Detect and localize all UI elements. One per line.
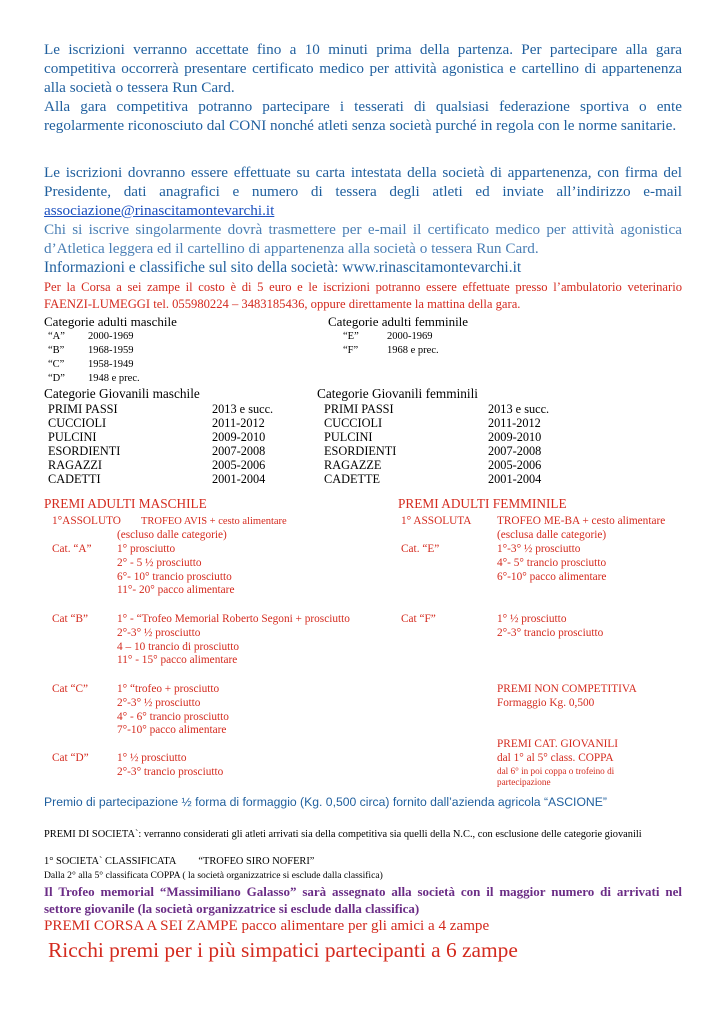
category-years: 2007-2008 [488, 444, 542, 458]
intro-paragraph-3 [44, 163, 682, 220]
non-competitive-title: PREMI NON COMPETITIVA [497, 683, 637, 695]
prize-line: 1° ½ prosciutto [497, 613, 567, 625]
cat-b-prizes [117, 613, 350, 668]
category-label: RAGAZZI [48, 458, 102, 472]
email-link[interactable]: associazione@rinascitamontevarchi.it [44, 202, 275, 219]
female-assoluta-label: 1° ASSOLUTA [401, 515, 472, 527]
prize-note: partecipazione [497, 777, 551, 788]
prize-line: 4° - 6° trancio prosciutto [117, 710, 229, 723]
cat-d-label: Cat “D” [52, 752, 89, 764]
youth-female-title: Categorie Giovanili femminili [317, 386, 479, 401]
category-label: “F” [343, 345, 359, 356]
category-label: ESORDIENTI [48, 444, 121, 458]
category-label: PRIMI PASSI [48, 402, 118, 416]
category-years: 2005-2006 [488, 458, 542, 472]
female-prizes-title: PREMI ADULTI FEMMINILE [398, 496, 567, 511]
prize-line: Formaggio Kg. 0,500 [497, 696, 595, 709]
prize-note: dal 6° in poi coppa o trofeino di [497, 765, 615, 776]
prize-line: dal 1° al 5° class. COPPA [497, 751, 614, 764]
cat-f-prizes [497, 613, 603, 641]
cat-a-label: Cat. “A” [52, 543, 92, 555]
cat-c-prizes [117, 683, 229, 738]
category-years: 2013 e succ. [488, 402, 550, 416]
category-years: 1958-1949 [88, 359, 134, 370]
participation-prize: Premio di partecipazione ½ forma di formaggio (Kg. 0,500 circa) fornito dall’azienda agricola “ASCIONE” [44, 795, 607, 809]
category-label: CUCCIOLI [324, 416, 383, 430]
prize-line: 6°-10° pacco alimentare [497, 570, 607, 583]
prize-line: 11°- 20° pacco alimentare [117, 584, 235, 597]
category-label: CUCCIOLI [48, 416, 107, 430]
society-first-prize: “TROFEO SIRO NOFERI” [198, 856, 315, 867]
prize-line: 1° prosciutto [117, 543, 176, 555]
prize-line: 6°- 10° trancio prosciutto [117, 570, 232, 583]
non-competitive-prizes [497, 683, 637, 711]
category-years: 2007-2008 [212, 444, 266, 458]
prize-line: 1° “trofeo + prosciutto [117, 683, 220, 695]
society-first-label: 1° SOCIETA` CLASSIFICATA [44, 856, 177, 867]
category-label: “D” [48, 373, 65, 384]
category-label: “E” [343, 331, 359, 342]
category-years: 2013 e succ. [212, 402, 274, 416]
prize-line: 2°-3° trancio prosciutto [497, 626, 604, 639]
prize-line: 1° ½ prosciutto [117, 752, 187, 764]
category-label: ESORDIENTI [324, 444, 397, 458]
prize-line: 2°-3° ½ prosciutto [117, 626, 201, 639]
category-label: “C” [48, 359, 65, 370]
male-assoluto-label: 1°ASSOLUTO [52, 515, 121, 527]
intro-paragraph-3-text: Le iscrizioni dovranno essere effettuate su carta intestata della società di appartenenza, con firma del Presidente, dati anagrafici e numero di tessera degli atleti ed inviate all’indirizzo e-mail [44, 164, 682, 200]
prize-line: 11° - 15° pacco alimentare [117, 654, 238, 667]
intro-paragraph-4: Chi si iscrive singolarmente dovrà trasmettere per e-mail il certificato medico per attività agonistica d’Atletica leggera ed il cartellino di appartenenza alla società o tessera Run Card. [44, 221, 682, 257]
category-years: 2000-1969 [88, 331, 134, 342]
prize-line: 2°-3° ½ prosciutto [117, 696, 201, 709]
category-years: 2011-2012 [488, 416, 541, 430]
category-label: “B” [48, 345, 65, 356]
category-years: 2000-1969 [387, 331, 433, 342]
youth-prizes-title: PREMI CAT. GIOVANILI [497, 738, 619, 750]
category-years: 2001-2004 [212, 472, 266, 486]
society-others: Dalla 2° alla 5° classificata COPPA ( la società organizzatrice si esclude dalla classifica) [44, 870, 383, 881]
male-prizes-title: PREMI ADULTI MASCHILE [44, 496, 207, 511]
category-years: 2005-2006 [212, 458, 266, 472]
youth-male-title: Categorie Giovanili maschile [44, 386, 200, 401]
six-paws-prizes: PREMI CORSA A SEI ZAMPE pacco alimentare per gli amici a 4 zampe [44, 918, 490, 934]
category-years: 2009-2010 [488, 430, 542, 444]
category-label: RAGAZZE [324, 458, 382, 472]
six-paws-registration: Per la Corsa a sei zampe il costo è di 5 euro e le iscrizioni potranno essere effettuate presso l’ambulatorio veterinario FAENZI-LUMEGGI tel. 055980224 – 3483185436, oppure direttamente la mattina della gara. [44, 280, 682, 311]
website-info: Informazioni e classifiche sul sito della società: www.rinascitamontevarchi.it [44, 259, 522, 276]
category-years: 1968-1959 [88, 345, 134, 356]
category-years: 2001-2004 [488, 472, 542, 486]
category-label: CADETTI [48, 472, 101, 486]
category-years: 1948 e prec. [88, 373, 140, 384]
category-label: CADETTE [324, 472, 381, 486]
female-assoluta-note: (esclusa dalle categorie) [497, 529, 607, 541]
cat-b-label: Cat “B” [52, 613, 89, 625]
adult-male-title: Categorie adulti maschile [44, 314, 177, 329]
rich-prizes: Ricchi premi per i più simpatici partecipanti a 6 zampe [48, 938, 518, 962]
prize-line: 7°-10° pacco alimentare [117, 724, 227, 737]
society-prizes-intro: PREMI DI SOCIETA`: verranno considerati gli atleti arrivati sia della competitiva sia quelli della N.C., con esclusione delle categorie giovanili [44, 829, 642, 840]
category-label: PULCINI [48, 430, 97, 444]
category-label: PRIMI PASSI [324, 402, 394, 416]
category-years: 2009-2010 [212, 430, 266, 444]
intro-paragraph-2: Alla gara competitiva potranno partecipare i tesserati di qualsiasi federazione sportiva o ente regolarmente riconosciuto dal CONI nonché atleti senza società purché in regola con le norme sanitarie. [44, 98, 682, 134]
society-first [44, 856, 314, 867]
category-label: PULCINI [324, 430, 373, 444]
cat-e-label: Cat. “E” [401, 543, 440, 555]
category-years: 2011-2012 [212, 416, 265, 430]
cat-f-label: Cat “F” [401, 613, 436, 625]
memorial-trophy: Il Trofeo memorial “Massimiliano Galasso” sarà assegnato alla società con il maggior numero di arrivati nel settore giovanile (la società organizzatrice si esclude dalla classifica) [44, 884, 682, 916]
category-years: 1968 e prec. [387, 345, 439, 356]
prize-line: 4°- 5° trancio prosciutto [497, 556, 607, 569]
prize-line: 1° - “Trofeo Memorial Roberto Segoni + prosciutto [117, 613, 350, 625]
cat-d-prizes [117, 752, 223, 780]
male-assoluto-prize: TROFEO AVIS + cesto alimentare [141, 516, 287, 527]
male-assoluto-note: (escluso dalle categorie) [117, 529, 227, 541]
prize-line: 1°-3° ½ prosciutto [497, 543, 581, 555]
youth-prizes [497, 738, 618, 789]
prize-line: 2°-3° trancio prosciutto [117, 765, 224, 778]
prize-line: 4 – 10 trancio di prosciutto [117, 640, 240, 653]
category-label: “A” [48, 331, 65, 342]
female-assoluta-prize: TROFEO ME-BA + cesto alimentare [497, 515, 666, 527]
cat-a-prizes [117, 543, 234, 598]
cat-c-label: Cat “C” [52, 683, 89, 695]
intro-paragraph-1: Le iscrizioni verranno accettate fino a 10 minuti prima della partenza. Per partecipare alla gara competitiva occorrerà presentare certificato medico per attività agonistica e cartellino di appartenenza alla società o tessera Run Card. [44, 41, 682, 96]
cat-e-prizes [497, 543, 606, 584]
adult-female-title: Categorie adulti femminile [328, 314, 469, 329]
prize-line: 2° - 5 ½ prosciutto [117, 556, 202, 569]
